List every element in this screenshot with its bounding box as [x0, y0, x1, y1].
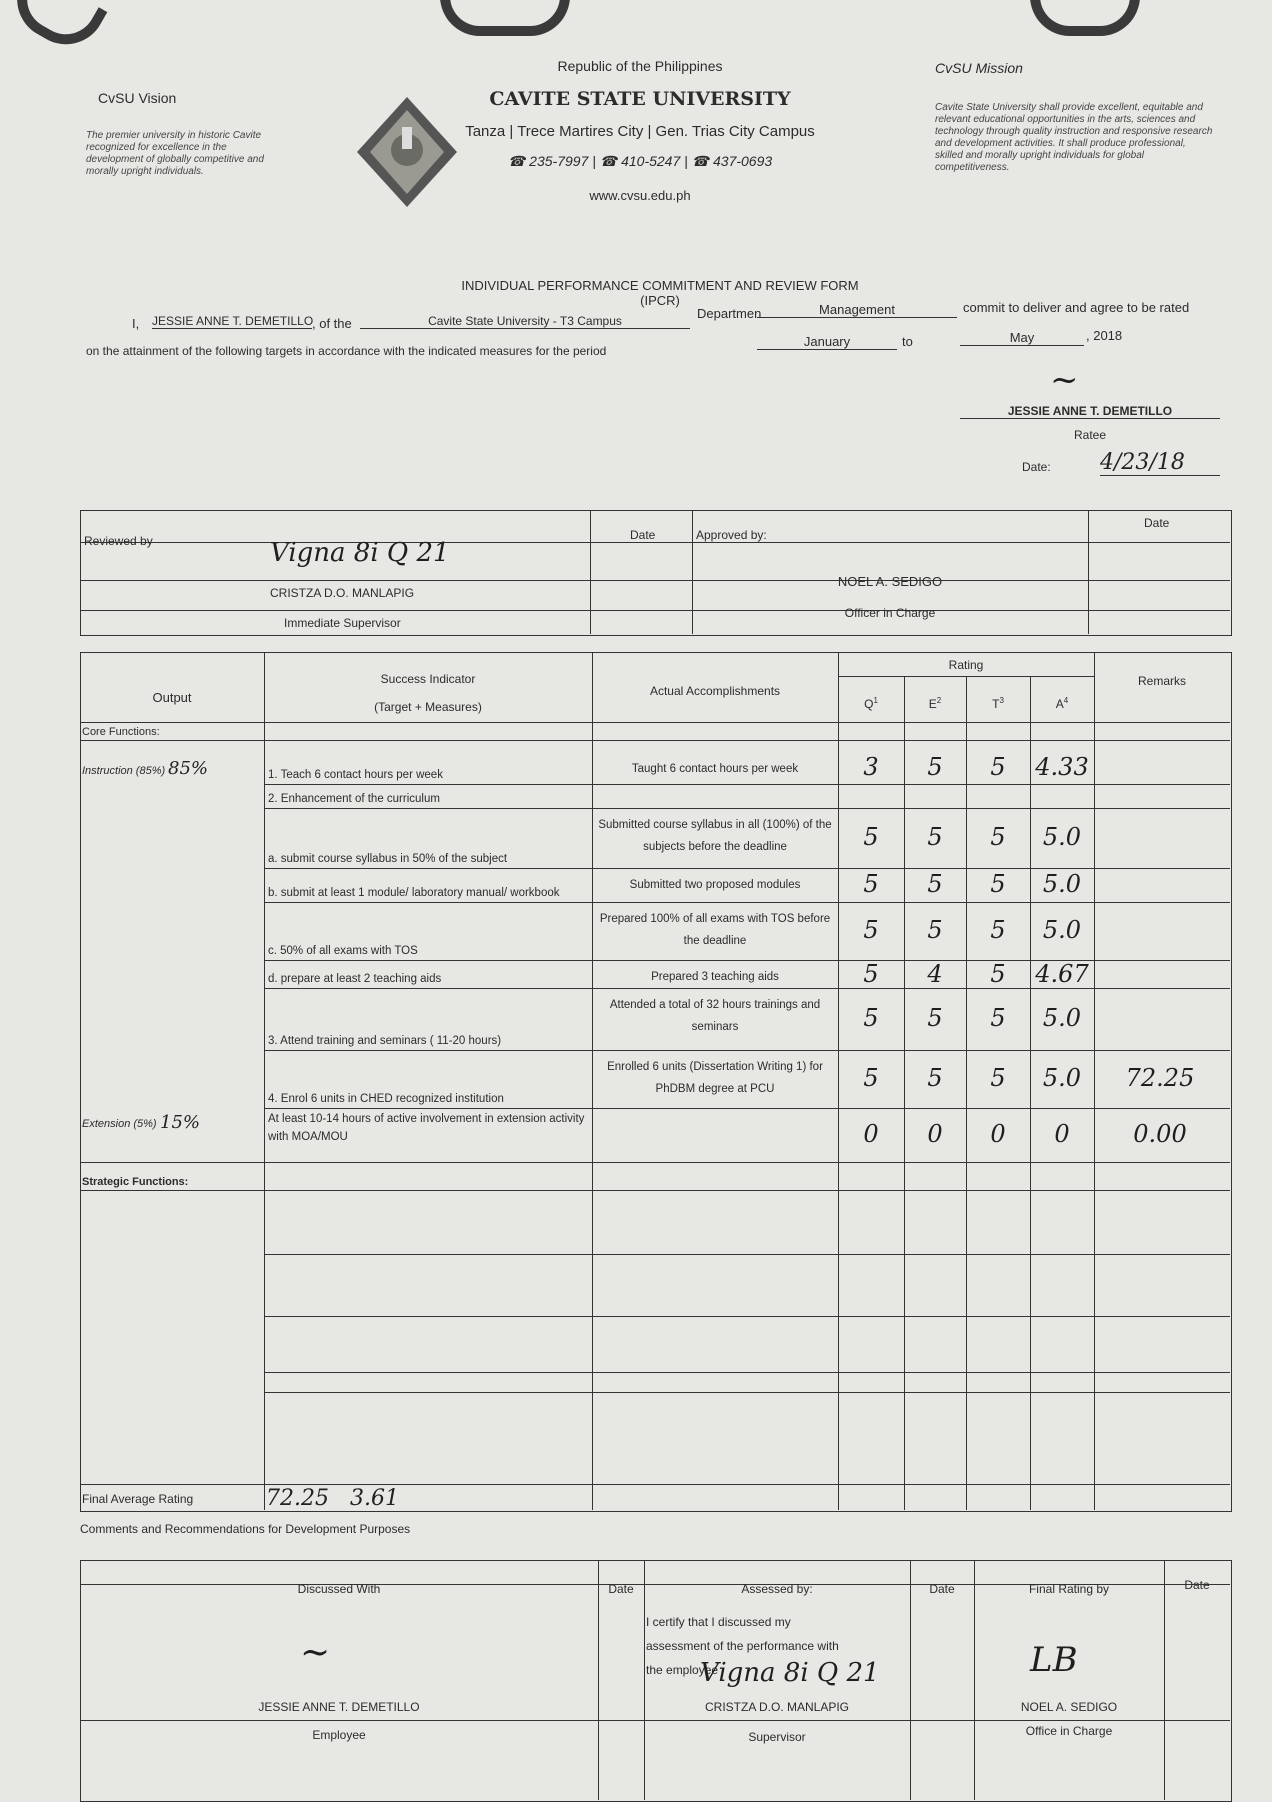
- rating-a: 5.0: [1042, 870, 1082, 898]
- rating-t: 5: [990, 870, 1006, 898]
- reviewer-signature: Vigna 8i Q 21: [270, 538, 450, 568]
- rating-t: 5: [990, 960, 1006, 988]
- actual-accomplishment: Prepared 100% of all exams with TOS before the deadline: [599, 913, 831, 947]
- approver-role: Officer in Charge: [844, 606, 936, 620]
- instruction-label: Instruction (85%): [82, 765, 166, 777]
- rating-e: 5: [927, 870, 943, 898]
- rating-a: 4.67: [1035, 960, 1089, 988]
- ratee-date: 4/23/18: [1100, 450, 1220, 476]
- employee-name: JESSIE ANNE T. DEMETILLO: [258, 1700, 420, 1714]
- col-indicator-2: (Target + Measures): [374, 700, 482, 714]
- ratee-signature: ~: [1050, 360, 1079, 400]
- period-end-field: May: [960, 330, 1084, 346]
- certify-text: I certify that I discussed my assessment of the performance with the employee: [646, 1615, 839, 1677]
- rating-e: 5: [927, 823, 943, 851]
- footer-date-a: Date: [608, 1582, 634, 1596]
- approved-by-label: Approved by:: [696, 528, 767, 542]
- rating-a: 5.0: [1042, 916, 1082, 944]
- period-year: , 2018: [1086, 328, 1123, 343]
- final-average-label: Final Average Rating: [82, 1492, 194, 1506]
- republic: Republic of the Philippines: [557, 58, 723, 74]
- period-to: to: [902, 334, 913, 349]
- discussed-with-label: Discussed With: [297, 1582, 381, 1596]
- actual-accomplishment: Submitted course syllabus in all (100%) of the subjects before the deadline: [598, 819, 832, 853]
- office-field: Cavite State University - T3 Campus: [360, 314, 690, 329]
- approver-name: NOEL A. SEDIGO: [837, 574, 943, 589]
- actual-accomplishment: Prepared 3 teaching aids: [651, 971, 779, 983]
- col-output: Output: [152, 690, 192, 705]
- col-rating: Rating: [948, 658, 984, 672]
- rating-a: 5.0: [1042, 823, 1082, 851]
- success-indicator: c. 50% of all exams with TOS: [268, 945, 418, 957]
- assessed-by-label: Assessed by:: [741, 1582, 813, 1596]
- actual-accomplishment: Taught 6 contact hours per week: [631, 763, 799, 775]
- rating-e: 5: [927, 1064, 943, 1092]
- binder-ring-middle: [440, 0, 570, 36]
- rating-t: 5: [990, 1004, 1006, 1032]
- period-start-field: January: [757, 334, 897, 350]
- rating-q: 5: [863, 823, 879, 851]
- rating-t: 5: [990, 916, 1006, 944]
- vision-title: CvSU Vision: [98, 90, 177, 106]
- rating-q: 5: [863, 1064, 879, 1092]
- rating-e: 5: [927, 916, 943, 944]
- success-indicator: 1. Teach 6 contact hours per week: [268, 769, 443, 781]
- rating-t: 0: [990, 1120, 1006, 1148]
- i-label: I,: [132, 316, 140, 331]
- ratee-printed-name: JESSIE ANNE T. DEMETILLO: [960, 404, 1220, 419]
- actual-accomplishment: Attended a total of 32 hours trainings and seminars: [609, 999, 821, 1033]
- date-label: Date:: [1022, 460, 1051, 474]
- attain-text: on the attainment of the following targets in accordance with the indicated measures for the period: [86, 344, 607, 358]
- success-indicator: d. prepare at least 2 teaching aids: [268, 973, 442, 985]
- core-functions: Core Functions:: [82, 726, 160, 738]
- extension-hand: 15%: [160, 1112, 201, 1133]
- binder-ring-left: [3, 0, 108, 59]
- col-t: $T^3$: [992, 696, 1004, 711]
- instruction-hand: 85%: [168, 758, 209, 779]
- rating-a: 0: [1054, 1120, 1070, 1148]
- rating-q: 5: [863, 1004, 879, 1032]
- oic-label: Office in Charge: [1025, 1724, 1113, 1738]
- cvsu-logo: [352, 92, 462, 212]
- rating-t: 5: [990, 753, 1006, 781]
- employee-label: Employee: [312, 1728, 366, 1742]
- vision-text: The premier university in historic Cavite recognized for excellence in the development of globally competitive and morally upright individuals.: [86, 130, 264, 177]
- university-name: CAVITE STATE UNIVERSITY: [489, 88, 791, 110]
- phones: ☎ 235-7997 | ☎ 410-5247 | ☎ 437-0693: [507, 153, 773, 169]
- rating-q: 5: [863, 960, 879, 988]
- final-rating-by-label: Final Rating by: [1028, 1582, 1110, 1596]
- strategic-functions: Strategic Functions:: [82, 1176, 189, 1188]
- campuses: Tanza | Trece Martires City | Gen. Trias City Campus: [465, 123, 815, 140]
- mission-text: Cavite State University shall provide excellent, equitable and relevant educational opportunities in the arts, sciences and technology through quality instruction and responsive research and development activities. It shall produce professional, skilled and morally upright individuals for global competitiveness.: [935, 102, 1213, 173]
- rating-q: 5: [863, 870, 879, 898]
- rating-t: 5: [990, 823, 1006, 851]
- col-a: $A^4$: [1055, 696, 1069, 711]
- remarks: 72.25: [1125, 1064, 1195, 1092]
- supervisor-signature: Vigna 8i Q 21: [700, 1658, 880, 1688]
- oic-signature: LB: [1030, 1640, 1078, 1680]
- department-field: Management: [757, 302, 957, 318]
- supervisor-label: Supervisor: [748, 1730, 806, 1744]
- approval-date-label: Date: [1144, 516, 1170, 530]
- col-actual: Actual Accomplishments: [649, 684, 781, 698]
- col-indicator-1: Success Indicator: [380, 672, 476, 686]
- ratee-name-field: JESSIE ANNE T. DEMETILLO: [152, 314, 314, 328]
- rating-e: 0: [927, 1120, 943, 1148]
- footer-date-c: Date: [1184, 1578, 1210, 1592]
- extension-label: Extension (5%): [82, 1118, 157, 1130]
- ratee-label: Ratee: [1073, 428, 1107, 442]
- rating-q: 3: [863, 753, 879, 781]
- reviewer-name: CRISTZA D.O. MANLAPIG: [270, 586, 415, 600]
- rating-e: 4: [927, 960, 943, 988]
- rating-a: 4.33: [1035, 753, 1089, 781]
- footer-date-b: Date: [929, 1582, 955, 1596]
- rating-q: 0: [863, 1120, 879, 1148]
- rating-t: 5: [990, 1064, 1006, 1092]
- rating-a: 5.0: [1042, 1064, 1082, 1092]
- actual-accomplishment: Enrolled 6 units (Dissertation Writing 1) for PhDBM degree at PCU: [607, 1061, 823, 1095]
- success-indicator: 4. Enrol 6 units in CHED recognized institution: [268, 1093, 504, 1105]
- review-box: [80, 510, 1232, 636]
- rating-e: 5: [927, 1004, 943, 1032]
- reviewer-role: Immediate Supervisor: [284, 616, 401, 630]
- commit-text: commit to deliver and agree to be rated: [963, 300, 1190, 315]
- employee-signature: ~: [300, 1632, 331, 1673]
- reviewed-by-label: Reviewed by: [84, 534, 153, 548]
- rating-q: 5: [863, 916, 879, 944]
- review-date-label: Date: [630, 528, 656, 542]
- binder-ring-right: [1030, 0, 1140, 36]
- success-indicator: b. submit at least 1 module/ laboratory manual/ workbook: [268, 887, 560, 899]
- supervisor-name: CRISTZA D.O. MANLAPIG: [704, 1700, 850, 1714]
- remarks: 0.00: [1133, 1120, 1187, 1148]
- col-q: $Q^1$: [864, 696, 878, 711]
- success-indicator: 3. Attend training and seminars ( 11-20 hours): [268, 1035, 502, 1047]
- success-indicator: At least 10-14 hours of active involvement in extension activity with MOA/MOU: [268, 1113, 585, 1143]
- rating-e: 5: [927, 753, 943, 781]
- website: www.cvsu.edu.ph: [589, 188, 691, 203]
- success-indicator: 2. Enhancement of the curriculum: [268, 793, 440, 805]
- of-the: , of the: [312, 316, 352, 331]
- department-label: Departmen: [697, 306, 762, 321]
- rating-a: 5.0: [1042, 1004, 1082, 1032]
- mission-title: CvSU Mission: [935, 60, 1023, 76]
- comments-label: Comments and Recommendations for Development Purposes: [80, 1522, 411, 1536]
- oic-name: NOEL A. SEDIGO: [1020, 1700, 1118, 1714]
- success-indicator: a. submit course syllabus in 50% of the subject: [268, 853, 508, 865]
- col-remarks: Remarks: [1137, 674, 1186, 688]
- col-e: $E^2$: [928, 696, 942, 711]
- form-title: INDIVIDUAL PERFORMANCE COMMITMENT AND REVIEW FORM (IPCR): [461, 278, 859, 308]
- final-average-value: 72.25 3.61: [266, 1486, 399, 1511]
- actual-accomplishment: Submitted two proposed modules: [629, 879, 801, 891]
